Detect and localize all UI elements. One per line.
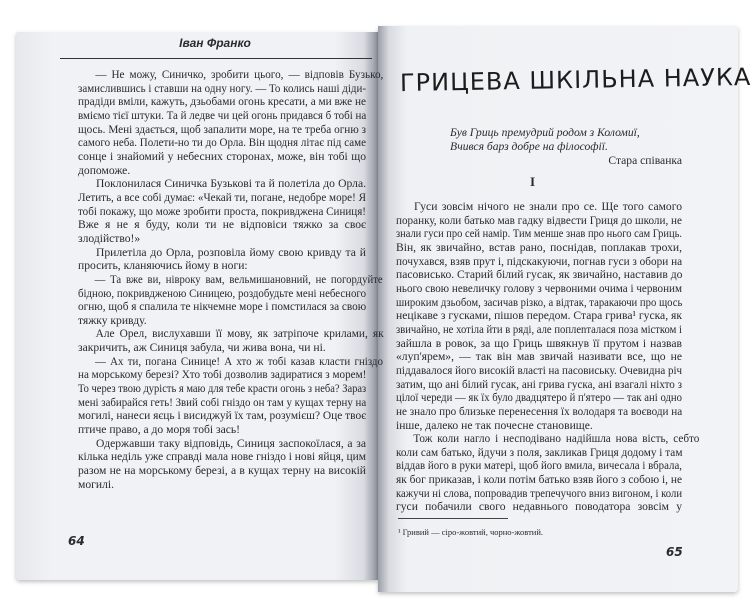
paragraph [396,200,682,432]
text-line: широким дзьобом, засичав різко, а відтак, таракаючи про щось [396,295,683,309]
text-line: Летить, а все собі думає: «Чекай ти, погане, недобре море! Я [78,190,366,204]
text-line: могилі. [78,477,114,491]
text-line: інше, далеко не так почесне становище. [396,418,593,432]
paragraph [78,437,366,492]
text-line: Одержавши таку відповідь, Синиця заспокоїлася, а за [96,436,366,450]
footnote-rule [398,518,508,519]
page-number-left: 64 [68,534,85,548]
story-title: ГРИЦЕВА ШКІЛЬНА НАУКА [399,62,752,98]
left-page-text [78,68,384,491]
running-header: Іван Франко [179,36,251,50]
text-line: зайшла в ровок, за що Гриць швякнув її прутом і назвав [396,336,682,350]
text-line: нього свою невеличку голову з червоними очима і червоним [396,281,682,295]
text-line: Вже я не я буду, коли ти не відповіси тяжко за своє [78,218,366,232]
text-line: затим, що ані білий гусак, ані грива гуска, ані взагалі ніхто з [396,377,682,391]
text-line: огню, щоб я спалила те нікчемне море і помстилася за свою [78,300,367,314]
text-line: цілої череди — як їх було двадцятеро й п'ятеро — так ані одно [396,391,682,405]
text-line: самого неба. Полети-но ти до Орла. Він щодня літає під саме [78,136,366,150]
text-line: Тож коли нагло і несподівано надійшла нова вість, себто [413,432,700,446]
text-line: — Та вже ви, нівроку вам, вельмишановний, не погордуйте [94,272,383,286]
text-line: не знало про близьке перенесення їх володаря та воєводи на [396,404,683,418]
right-page-text [396,200,700,514]
text-line: кажучи ні слова, попровадив трепечучого вниз вигоном, і коли [396,486,683,500]
text-line: Але Орел, вислухавши її мову, як затріпоче крилами, як [95,327,384,341]
text-line: Прилетіла до Орла, розповіла йому свою кривду та й [96,245,366,259]
text-line: кілька неділь уже справді мала нове гніздо і нові яйця, цим [78,450,367,464]
text-line: щось. Мені здається, щоб запалити море, на те треба огню з [78,122,366,136]
paragraph [78,272,383,328]
text-line: коли сам батько, йдучи з поля, закликав Гриця додому і там [396,445,683,459]
text-line: віддав його в руки матері, щоб його вмила, вичесала і вбрала, [396,459,682,473]
chapter-number: I [530,174,536,189]
text-line: допоможе. [78,163,131,177]
text-line: тяжку кривду. [78,313,147,327]
text-line: Гуси зовсім нічого не знали про се. Ще того самого [414,200,682,213]
text-line: тобі покажу, що може зробити проста, покривджена Синиця! [78,204,366,218]
footnote: ¹ Гривий — сіро-жовтий, чорно-жовтий. [398,527,544,537]
epigraph-source: Стара співанка [608,154,682,167]
paragraph [78,354,383,437]
text-line: вміємо тієї штуки. Та й ледве чи цей огонь придався б тобі на [78,108,367,122]
text-line: на морському березі? Хто тобі дозволив задиратися з морем! [78,368,367,382]
text-line: «луп'ярем», — так він мав звичай називати все, що не [396,350,682,364]
paragraph [78,327,384,355]
text-line: птиче право, а до моря тобі зась! [78,423,241,437]
text-line: бідною, покривдженою Синицею, роздобудьте мені небесного [78,286,366,300]
text-line: прадіди вміли, кажуть, дзьобами огонь кресати, а ми вже не [78,95,367,109]
text-line: злодійство!» [78,231,141,245]
text-line: То через твою дурість я маю для тебе красти огонь з неба? Зараз [78,382,367,396]
paragraph [78,177,366,245]
text-line: звичайно, не хотіла йти в ряді, але поплenталася поза містком і [396,322,682,336]
paragraph [78,246,366,273]
text-line: гуси побачили свого недавнього поводатора зовсім у [396,500,682,514]
paragraph [78,68,384,177]
text-line: сонце і знайомий у небесних сторонах, може, він тобі що [78,149,366,163]
text-line: нецікаве з гусками, пішов передом. Стара грива¹ гуска, як [396,309,682,323]
text-line: піддавалося його високій власті на пасовиську. Очевидна річ [396,363,683,377]
text-line: знали гуси про сей намір. Тим менше знав про нього сам Гриць. [396,227,682,241]
text-line: мені забирайся геть! Звий собі гніздо он там у кущах терну на [78,395,367,409]
text-line: як бог приказав, і коли потім батько взяв його з собою і, не [396,473,682,487]
text-line: могилі, нанеси яєць і висиджуй їх там, розумієш? Оце твоє [78,409,367,423]
header-rule [60,58,372,59]
text-line: закричить, аж Синиця забула, чи жива вона, чи ні. [78,341,326,355]
text-line: Поклонилася Синичка Бузькові та й полетіла до Орла. [96,177,366,191]
text-line: разом не на морському березі, а в кущах терну на високій [78,464,366,478]
text-line: почухався, взяв прут і, підскакуючи, погнав гуси з обори на [396,254,683,268]
paragraph [396,432,700,514]
text-line: — Не можу, Синичко, зробити цього, — відповів Бузько, [95,68,384,81]
text-line: Він, як звичайно, встав рано, поснідав, поплакав трохи, [396,240,682,254]
epigraph-line: Вчився барз добре на філософії. [450,140,608,153]
text-line: просить, кланяючись йому в ноги: [78,259,248,273]
text-line: поранку, коли батько мав гадку відвести Гриця до школи, не [396,213,682,227]
text-line: пасовисько. Старий білий гусак, як звичайно, наставив до [396,268,683,282]
epigraph-line: Був Гриць премудрий родом з Коломиї, [450,126,640,139]
text-line: — Ах ти, погана Синице! А хто ж тобі казав класти гніздо [94,354,383,368]
page-number-right: 65 [666,545,683,559]
text-line: замислившись і ставши на одну ногу. — То колись наші діди- [78,81,367,95]
epigraph [450,126,682,168]
